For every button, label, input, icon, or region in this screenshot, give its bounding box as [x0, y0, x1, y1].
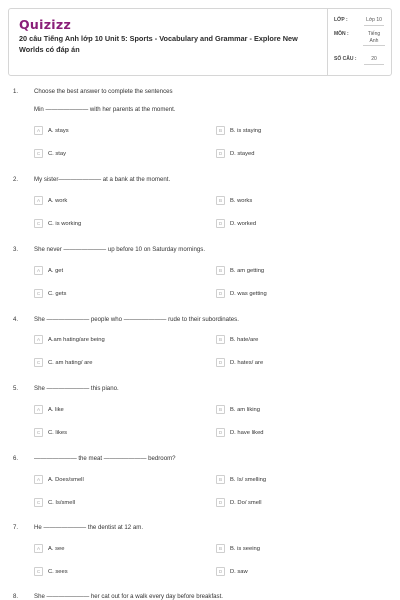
option-b[interactable] [216, 266, 264, 275]
option-text: B. works [230, 197, 253, 204]
option-c[interactable] [34, 289, 66, 298]
question-number: 2. [13, 176, 19, 183]
option-c[interactable] [34, 428, 67, 437]
option-a[interactable] [34, 544, 64, 553]
option-text: C. stay [48, 150, 67, 157]
quizizz-logo[interactable]: Quizizz [19, 17, 72, 32]
question-number: 4. [13, 316, 19, 323]
question-text: My sister——————— at a bank at the moment. [34, 176, 171, 183]
option-text: D. have liked [230, 429, 264, 436]
option-letter-box[interactable]: B [216, 405, 225, 414]
option-c[interactable] [34, 567, 68, 576]
option-letter-box[interactable]: D [216, 289, 225, 298]
option-text: C. likes [48, 429, 68, 436]
option-letter-box[interactable]: A [34, 544, 43, 553]
option-letter-box[interactable]: D [216, 567, 225, 576]
option-letter-box[interactable]: D [216, 219, 225, 228]
count-value: 20 [364, 56, 384, 65]
question-text: ——————— the meat ——————— bedroom? [34, 455, 176, 462]
class-label: LỚP : [334, 17, 348, 23]
question-text: She ——————— her cat out for a walk every day before breakfast. [34, 593, 223, 600]
option-text: B. am liking [230, 406, 260, 413]
question-text: She ——————— this piano. [34, 385, 119, 392]
option-letter-box[interactable]: A [34, 266, 43, 275]
option-text: D. was getting [230, 290, 267, 297]
option-d[interactable] [216, 289, 267, 298]
option-c[interactable] [34, 358, 92, 367]
question-number: 8. [13, 593, 19, 600]
option-d[interactable] [216, 149, 255, 158]
option-text: D. worked [230, 220, 257, 227]
option-letter-box[interactable]: B [216, 266, 225, 275]
option-text: C. am hating/ are [48, 359, 93, 366]
question-text: He ——————— the dentist at 12 am. [34, 524, 144, 531]
option-letter-box[interactable]: A [34, 126, 43, 135]
option-letter-box[interactable]: A [34, 335, 43, 344]
question-text: She ——————— people who ——————— rude to their subordinates. [34, 316, 239, 323]
option-text: B. is staying [230, 127, 262, 134]
option-text: D. stayed [230, 150, 255, 157]
option-letter-box[interactable]: C [34, 149, 43, 158]
option-text: A. like [48, 406, 64, 413]
option-text: A. work [48, 197, 68, 204]
question-number: 5. [13, 385, 19, 392]
question-text: Min ——————— with her parents at the moment. [34, 106, 176, 113]
option-text: C. Is/smell [48, 499, 76, 506]
option-c[interactable] [34, 219, 81, 228]
option-text: C. is working [48, 220, 82, 227]
option-letter-box[interactable]: B [216, 544, 225, 553]
option-letter-box[interactable]: B [216, 475, 225, 484]
option-letter-box[interactable]: C [34, 498, 43, 507]
option-text: A. get [48, 267, 64, 274]
option-text: D. hates/ are [230, 359, 264, 366]
question-text: She never ——————— up before 10 on Saturday mornings. [34, 246, 206, 253]
option-letter-box[interactable]: A [34, 475, 43, 484]
option-text: D. saw [230, 568, 248, 575]
option-c[interactable] [34, 149, 66, 158]
option-text: A.am hating/are being [48, 336, 105, 343]
option-b[interactable] [216, 544, 260, 553]
option-letter-box[interactable]: D [216, 498, 225, 507]
option-letter-box[interactable]: B [216, 196, 225, 205]
subject-value: Tiếng Anh [363, 31, 385, 46]
page-title: 20 câu Tiếng Anh lớp 10 Unit 5: Sports - Vocabulary and Grammar - Explore New Worlds có đáp án [19, 34, 298, 54]
option-d[interactable] [216, 358, 263, 367]
option-text: A. Does/smell [48, 476, 84, 483]
option-b[interactable] [216, 196, 252, 205]
question-number: 3. [13, 246, 19, 253]
option-letter-box[interactable]: C [34, 289, 43, 298]
meta-panel [327, 9, 391, 75]
option-text: C. sees [48, 568, 68, 575]
option-a[interactable] [34, 335, 105, 344]
option-a[interactable] [34, 126, 69, 135]
option-a[interactable] [34, 196, 67, 205]
option-letter-box[interactable]: C [34, 567, 43, 576]
option-b[interactable] [216, 475, 266, 484]
option-letter-box[interactable]: A [34, 405, 43, 414]
question-number: 1. [13, 88, 19, 95]
option-text: A. stays [48, 127, 69, 134]
worksheet-header [8, 8, 392, 76]
option-c[interactable] [34, 498, 75, 507]
option-letter-box[interactable]: B [216, 126, 225, 135]
option-text: B. is seeing [230, 545, 260, 552]
class-value: Lớp 10 [364, 17, 384, 26]
option-text: C. gets [48, 290, 67, 297]
count-label: SỐ CÂU : [334, 56, 357, 62]
option-text: A. see [48, 545, 65, 552]
option-letter-box[interactable]: D [216, 149, 225, 158]
option-a[interactable] [34, 475, 84, 484]
option-text: B. am getting [230, 267, 265, 274]
option-letter-box[interactable]: C [34, 358, 43, 367]
question-number: 6. [13, 455, 19, 462]
option-d[interactable] [216, 219, 256, 228]
option-text: B. hate/are [230, 336, 259, 343]
option-letter-box[interactable]: D [216, 358, 225, 367]
option-letter-box[interactable]: C [34, 428, 43, 437]
option-letter-box[interactable]: C [34, 219, 43, 228]
subject-label: MÔN : [334, 31, 349, 37]
option-letter-box[interactable]: B [216, 335, 225, 344]
option-text: D. Do/ smell [230, 499, 262, 506]
question-instruction: Choose the best answer to complete the sentences [34, 88, 173, 95]
option-b[interactable] [216, 405, 260, 414]
option-a[interactable] [34, 266, 63, 275]
option-d[interactable] [216, 498, 262, 507]
option-letter-box[interactable]: A [34, 196, 43, 205]
option-d[interactable] [216, 567, 248, 576]
option-a[interactable] [34, 405, 64, 414]
question-number: 7. [13, 524, 19, 531]
option-letter-box[interactable]: D [216, 428, 225, 437]
option-d[interactable] [216, 428, 264, 437]
option-b[interactable] [216, 126, 261, 135]
option-b[interactable] [216, 335, 258, 344]
option-text: B. Is/ smelling [230, 476, 267, 483]
